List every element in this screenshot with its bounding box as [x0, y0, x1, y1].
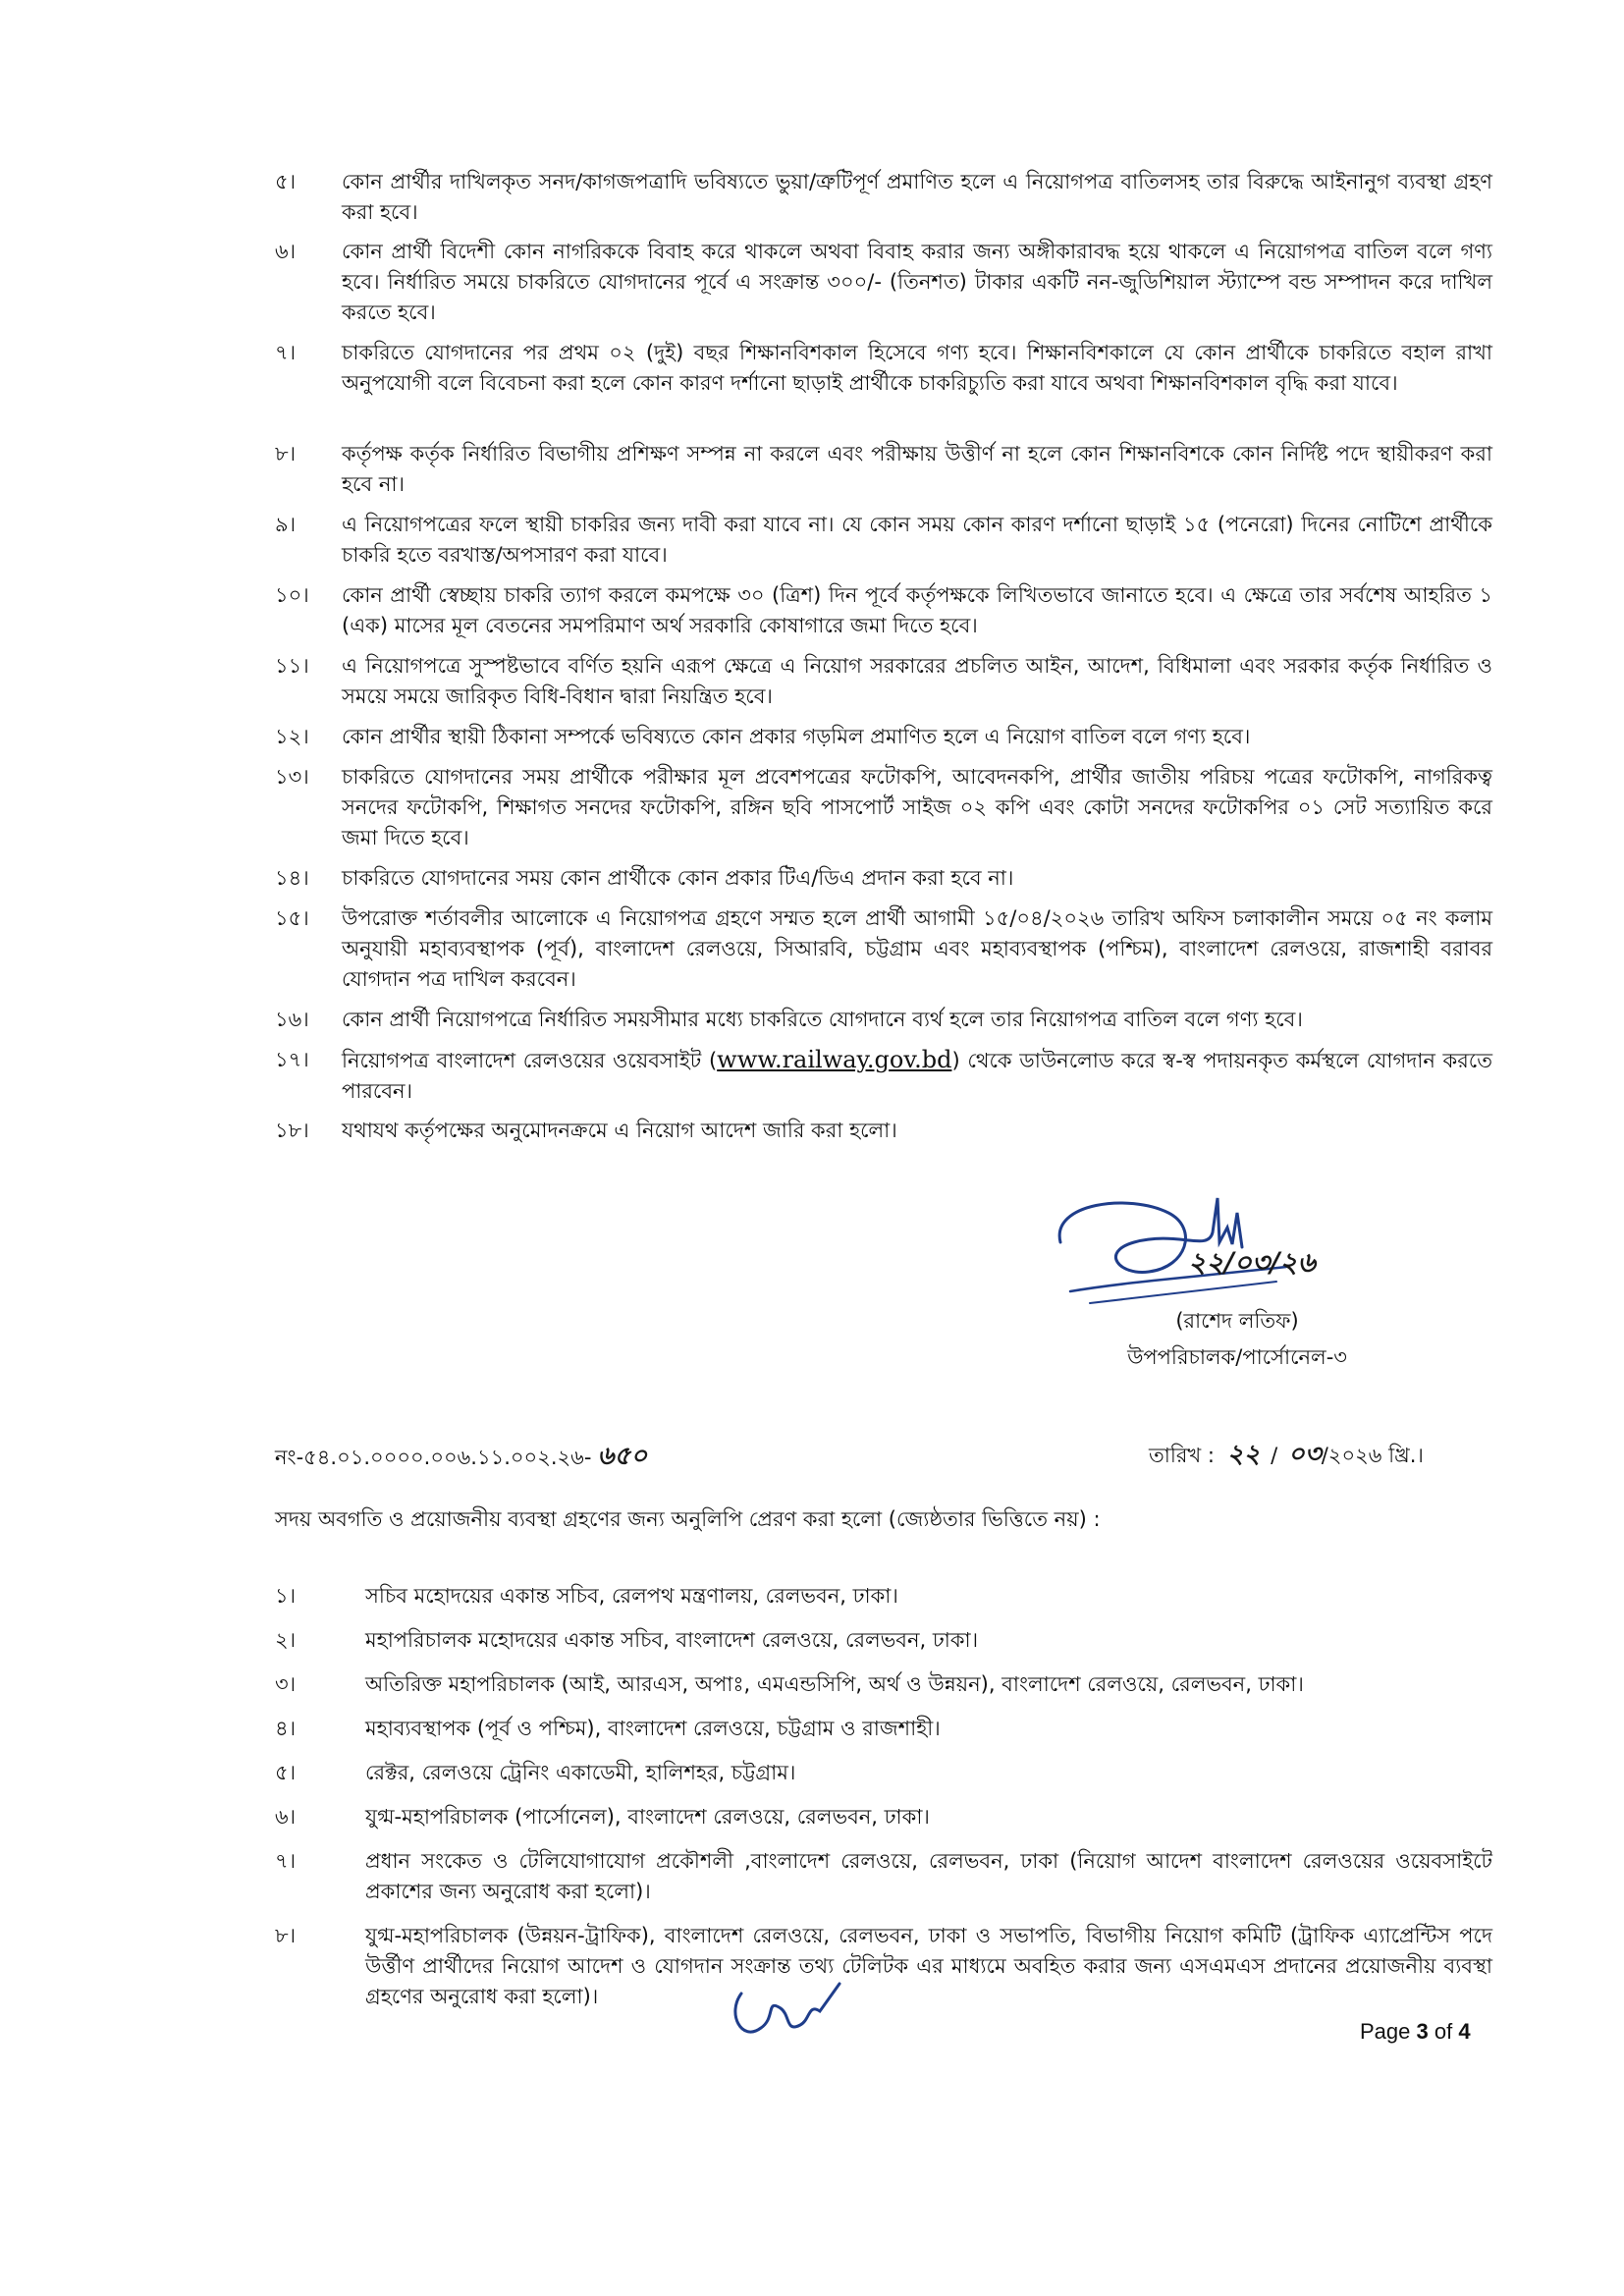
memo-date-sep: / — [1271, 1444, 1278, 1467]
copies-intro: সদয় অবগতি ও প্রয়োজনীয় ব্যবস্থা গ্রহণের জন্য অনুলিপি প্রেরণ করা হলো (জ্যেষ্ঠতার ভিত্তিতে নয়) : — [275, 1507, 1101, 1531]
condition-number: ১৭। — [275, 1048, 309, 1071]
copy-item — [275, 1846, 1492, 1907]
condition-text — [342, 1045, 1492, 1107]
condition-item — [275, 651, 1492, 712]
copy-item — [275, 1758, 1492, 1788]
condition-text: কোন প্রার্থীর দাখিলকৃত সনদ/কাগজপত্রাদি ভবিষ্যতে ভুয়া/ত্রুটিপূর্ণ প্রমাণিত হলে এ নিয়োগপত্র বাতিলসহ তার বিরুদ্ধে আইনানুগ ব্যবস্থা গ্রহণ করা হবে। — [342, 170, 1492, 224]
website-link[interactable]: www.railway.gov.bd — [717, 1046, 952, 1073]
copy-item — [275, 1921, 1492, 2012]
copy-number: ৮। — [275, 1924, 297, 1947]
signatory-name: (রাশেদ লতিফ) — [1175, 1309, 1299, 1333]
copy-text: সচিব মহোদয়ের একান্ত সচিব, রেলপথ মন্ত্রণালয়, রেলভবন, ঢাকা। — [365, 1584, 898, 1608]
condition-item — [275, 237, 1492, 328]
condition-item — [275, 1045, 1492, 1106]
page-prefix: Page — [1360, 2019, 1411, 2044]
condition-number: ১৮। — [275, 1119, 309, 1142]
copy-number: ৪। — [275, 1717, 297, 1740]
copy-text: অতিরিক্ত মহাপরিচালক (আই, আরএস, অপাঃ, এমএন্ডসিপি, অর্থ ও উন্নয়ন), বাংলাদেশ রেলওয়ে, রেলভবন, ঢাকা। — [365, 1672, 1304, 1696]
condition-item — [275, 580, 1492, 641]
copy-number: ২। — [275, 1628, 297, 1652]
condition-number: ১৪। — [275, 866, 309, 890]
condition-number: ১৩। — [275, 765, 309, 789]
copy-text: প্রধান সংকেত ও টেলিযোগাযোগ প্রকৌশলী ,বাংলাদেশ রেলওয়ে, রেলভবন, ঢাকা (নিয়োগ আদেশ বাংলাদেশ রেলওয়ের ওয়েবসাইটে প্রকাশের জন্য অনুরোধ করা হলো)। — [365, 1849, 1492, 1903]
memo-date-label: তারিখ : — [1149, 1444, 1215, 1467]
memo-date — [1149, 1440, 1424, 1471]
condition-item — [275, 762, 1492, 853]
condition-number: ৬। — [275, 240, 297, 263]
copy-text: রেক্টর, রেলওয়ে ট্রেনিং একাডেমী, হালিশহর, চট্টগ্রাম। — [365, 1761, 796, 1784]
page-total: 4 — [1458, 2019, 1471, 2044]
memo-ref-handwritten: ৬৫০ — [597, 1442, 648, 1471]
condition-item — [275, 903, 1492, 995]
condition-item — [275, 722, 1492, 752]
condition-text: কর্তৃপক্ষ কর্তৃক নির্ধারিত বিভাগীয় প্রশিক্ষণ সম্পন্ন না করলে এবং পরীক্ষায় উত্তীর্ণ না হলে কোন শিক্ষানবিশকে কোন নির্দিষ্ট পদে স্থায়ীকরণ করা হবে না। — [342, 442, 1492, 496]
condition-number: ৮। — [275, 442, 297, 465]
condition-item — [275, 338, 1492, 429]
signature-date: ২২/০৩/২৬ — [1188, 1246, 1316, 1279]
condition-text: যথাযথ কর্তৃপক্ষের অনুমোদনক্রমে এ নিয়োগ আদেশ জারি করা হলো। — [342, 1119, 897, 1142]
copy-text: যুগ্ম-মহাপরিচালক (উন্নয়ন-ট্রাফিক), বাংলাদেশ রেলওয়ে, রেলভবন, ঢাকা ও সভাপতি, বিভাগীয় নিয়োগ কমিটি (ট্রাফিক এ্যাপ্রেন্টিস পদে উর্ত্তীণ প্রার্থীদের নিয়োগ আদেশ ও যোগদান সংক্রান্ত তথ্য টেলিটক এর মাধ্যমে অবহিত করার জন্য এসএমএস প্রদানের প্রয়োজনীয় ব্যবস্থা গ্রহণের অনুরোধ করা হলো)। — [365, 1924, 1492, 2008]
condition-number: ১০। — [275, 583, 309, 607]
page-current: 3 — [1416, 2019, 1429, 2044]
copy-item — [275, 1669, 1492, 1700]
copy-number: ৬। — [275, 1805, 297, 1829]
copy-number: ৩। — [275, 1672, 297, 1696]
page-number — [1360, 2016, 1471, 2047]
memo-date-month: ০৩ — [1287, 1440, 1322, 1469]
condition-text: কোন প্রার্থী স্বেচ্ছায় চাকরি ত্যাগ করলে কমপক্ষে ৩০ (ত্রিশ) দিন পূর্বে কর্তৃপক্ষকে লিখিতভাবে জানাতে হবে। এ ক্ষেত্রে তার সর্বশেষ আহরিত ১ (এক) মাসের মূল বেতনের সমপরিমাণ অর্থ সরকারি কোষাগারে জমা দিতে হবে। — [342, 583, 1492, 637]
signatory-designation: উপপরিচালক/পার্সোনেল-৩ — [1127, 1345, 1347, 1369]
signature-block — [1070, 1306, 1404, 1373]
condition-text: এ নিয়োগপত্রে সুস্পষ্টভাবে বর্ণিত হয়নি এরূপ ক্ষেত্রে এ নিয়োগ সরকারের প্রচলিত আইন, আদেশ, বিধিমালা এবং সরকার কর্তৃক নির্ধারিত ও সময়ে সময়ে জারিকৃত বিধি-বিধান দ্বারা নিয়ন্ত্রিত হবে। — [342, 654, 1492, 708]
copy-item — [275, 1802, 1492, 1832]
condition-item — [275, 1116, 1492, 1146]
copy-item — [275, 1581, 1492, 1612]
copies-list — [275, 1581, 1492, 2012]
copy-item — [275, 1625, 1492, 1656]
memo-date-year: /২০২৬ খ্রি.। — [1321, 1444, 1424, 1467]
condition-number: ৭। — [275, 341, 297, 364]
copy-text: মহাপরিচালক মহোদয়ের একান্ত সচিব, বাংলাদেশ রেলওয়ে, রেলভবন, ঢাকা। — [365, 1628, 979, 1652]
condition-number: ১২। — [275, 725, 309, 748]
condition-number: ৫। — [275, 170, 297, 193]
condition-text: এ নিয়োগপত্রের ফলে স্থায়ী চাকরির জন্য দাবী করা যাবে না। যে কোন সময় কোন কারণ দর্শানো ছাড়াই ১৫ (পনেরো) দিনের নোটিশে প্রার্থীকে চাকরি হতে বরখাস্ত/অপসারণ করা যাবে। — [342, 513, 1492, 567]
condition-item — [275, 167, 1492, 228]
copy-number: ৭। — [275, 1849, 297, 1873]
condition-text: চাকরিতে যোগদানের সময় কোন প্রার্থীকে কোন প্রকার টিএ/ডিএ প্রদান করা হবে না। — [342, 866, 1014, 890]
copy-item — [275, 1714, 1492, 1744]
page-of: of — [1434, 2019, 1453, 2044]
condition-number: ৯। — [275, 513, 297, 536]
condition-text: কোন প্রার্থী বিদেশী কোন নাগরিককে বিবাহ করে থাকলে অথবা বিবাহ করার জন্য অঙ্গীকারাবদ্ধ হয়ে থাকলে এ নিয়োগপত্র বাতিল বলে গণ্য হবে। নির্ধারিত সময়ে চাকরিতে যোগদানের পূর্বে এ সংক্রান্ত ৩০০/- (তিনশত) টাকার একটি নন-জুডিশিয়াল স্ট্যাম্পে বন্ড সম্পাদন করে দাখিল করতে হবে। — [342, 240, 1492, 324]
memo-ref-number: নং-৫৪.০১.০০০০.০০৬.১১.০০২.২৬- — [275, 1446, 592, 1469]
condition-text: চাকরিতে যোগদানের সময় প্রার্থীকে পরীক্ষার মূল প্রবেশপত্রের ফটোকপি, আবেদনকপি, প্রার্থীর জাতীয় পরিচয় পত্রের ফটোকপি, নাগরিকত্ব সনদের ফটোকপি, শিক্ষাগত সনদের ফটোকপি, রঙ্গিন ছবি পাসপোর্ট সাইজ ০২ কপি এবং কোটা সনদের ফটোকপির ০১ সেট সত্যায়িত করে জমা দিতে হবে। — [342, 765, 1492, 849]
condition-item — [275, 863, 1492, 894]
condition-text: চাকরিতে যোগদানের পর প্রথম ০২ (দুই) বছর শিক্ষানবিশকাল হিসেবে গণ্য হবে। শিক্ষানবিশকালে যে কোন প্রার্থীকে চাকরিতে বহাল রাখা অনুপযোগী বলে বিবেচনা করা হলে কোন কারণ দর্শানো ছাড়াই প্রার্থীকে চাকরিচ্যুতি করা যাবে অথবা শিক্ষানবিশকাল বৃদ্ধি করা যাবে। — [342, 341, 1492, 395]
condition-number: ১৬। — [275, 1008, 309, 1031]
copy-number: ৫। — [275, 1761, 297, 1784]
memo-date-day: ২২ — [1226, 1440, 1261, 1469]
copy-text: মহাব্যবস্থাপক (পূর্ব ও পশ্চিম), বাংলাদেশ রেলওয়ে, চট্টগ্রাম ও রাজশাহী। — [365, 1717, 941, 1740]
condition-number: ১৫। — [275, 906, 309, 930]
initials-icon — [722, 1974, 849, 2052]
condition-item — [275, 510, 1492, 571]
condition-item — [275, 1005, 1492, 1035]
condition-item — [275, 439, 1492, 500]
condition-text: কোন প্রার্থীর স্থায়ী ঠিকানা সম্পর্কে ভবিষ্যতে কোন প্রকার গড়মিল প্রমাণিত হলে এ নিয়োগ বাতিল বলে গণ্য হবে। — [342, 725, 1251, 748]
condition-text: কোন প্রার্থী নিয়োগপত্রে নির্ধারিত সময়সীমার মধ্যে চাকরিতে যোগদানে ব্যর্থ হলে তার নিয়োগপত্র বাতিল বলে গণ্য হবে। — [342, 1008, 1303, 1031]
copy-number: ১। — [275, 1584, 297, 1608]
memo-reference — [275, 1442, 647, 1473]
condition-17-text-before: নিয়োগপত্র বাংলাদেশ রেলওয়ের ওয়েবসাইট ( — [342, 1049, 718, 1072]
condition-number: ১১। — [275, 654, 309, 678]
condition-text: উপরোক্ত শর্তাবলীর আলোকে এ নিয়োগপত্র গ্রহণে সম্মত হলে প্রার্থী আগামী ১৫/০৪/২০২৬ তারিখ অফিস চলাকালীন সময়ে ০৫ নং কলাম অনুযায়ী মহাব্যবস্থাপক (পূর্ব), বাংলাদেশ রেলওয়ে, সিআরবি, চট্টগ্রাম এবং মহাব্যবস্থাপক (পশ্চিম), বাংলাদেশ রেলওয়ে, রাজশাহী বরাবর যোগদান পত্র দাখিল করবেন। — [342, 906, 1492, 991]
copy-text: যুগ্ম-মহাপরিচালক (পার্সোনেল), বাংলাদেশ রেলওয়ে, রেলভবন, ঢাকা। — [365, 1805, 930, 1829]
condition-17-text-after: ) থেকে ডাউনলোড করে স্ব-স্ব পদায়নকৃত কর্মস্থলে যোগদান করতে পারবেন। — [342, 1049, 1492, 1103]
conditions-list — [275, 167, 1492, 1146]
